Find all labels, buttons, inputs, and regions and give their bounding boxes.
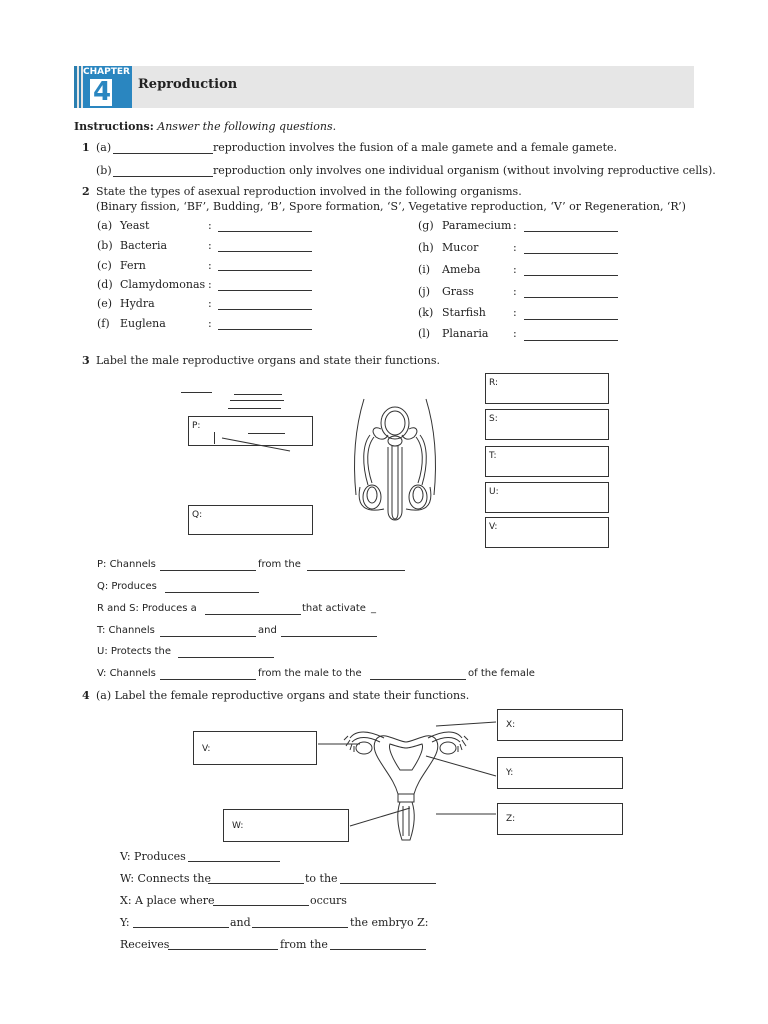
label-box-q-text: Q: (192, 510, 203, 520)
q2-item-name: Starfish (442, 306, 486, 319)
chapter-label: CHAPTER (83, 67, 130, 77)
q2-item-colon: : (208, 239, 212, 252)
q2-item-label: (i) (418, 263, 431, 276)
q4-answer-text: W: Connects the (120, 872, 212, 885)
q2-item-label: (c) (97, 259, 112, 272)
q2-item-colon: : (513, 241, 517, 254)
label-box-v[interactable] (485, 517, 609, 548)
q3-answer-text: U: Protects the (97, 646, 172, 657)
q1-number: 1 (82, 141, 90, 154)
q2-item-colon: : (208, 278, 212, 291)
q1a-blank[interactable] (113, 153, 213, 154)
q1a-label: (a) (96, 141, 112, 154)
q2-answer-blank[interactable] (524, 275, 618, 276)
q4-answer-text: the embryo Z: (350, 916, 429, 929)
q2-answer-blank[interactable] (218, 290, 312, 291)
q4-answer-text: and (230, 916, 251, 929)
q3-number: 3 (82, 354, 90, 367)
label-line (230, 400, 284, 401)
answer-blank[interactable] (208, 883, 304, 884)
instructions-label: Instructions: (74, 120, 154, 133)
q2-item-name: Ameba (442, 263, 481, 276)
label-box-p-text: P: (192, 421, 201, 431)
label-box-v-text: V: (202, 744, 211, 754)
q2-item-label: (b) (97, 239, 113, 252)
label-box-r-text: R: (489, 378, 499, 388)
label-box-x[interactable] (497, 709, 623, 741)
q2-item-name: Yeast (120, 219, 150, 232)
q2-item-colon: : (513, 263, 517, 276)
male-reproductive-diagram (346, 395, 444, 525)
q2-answer-blank[interactable] (218, 309, 312, 310)
q2-answer-blank[interactable] (218, 270, 312, 271)
q3-answer-text: T: Channels (97, 625, 155, 636)
q3-answer-text: of the female (468, 668, 535, 679)
q2-item-name: Fern (120, 259, 146, 272)
answer-blank[interactable] (160, 636, 256, 637)
chapter-badge (74, 66, 132, 108)
q4-answer-text: X: A place where (120, 894, 215, 907)
q2-item-name: Hydra (120, 297, 155, 310)
answer-blank[interactable] (370, 679, 466, 680)
answer-blank[interactable] (330, 949, 426, 950)
answer-blank[interactable] (188, 861, 280, 862)
q2-answer-blank[interactable] (218, 231, 312, 232)
label-box-r[interactable] (485, 373, 609, 404)
answer-blank[interactable] (160, 570, 256, 571)
label-box-u-text: U: (489, 487, 499, 497)
q4-answer-text: Receives (120, 938, 170, 951)
answer-blank[interactable] (133, 927, 229, 928)
label-box-y[interactable] (497, 757, 623, 789)
label-box-z-text: Z: (506, 814, 516, 824)
q2-item-colon: : (513, 327, 517, 340)
pointer-line (214, 432, 215, 444)
answer-blank[interactable] (281, 636, 377, 637)
page-title: Reproduction (138, 77, 238, 92)
label-line (181, 392, 212, 393)
q3-answer-text: that activate (302, 603, 366, 614)
answer-blank[interactable] (168, 949, 278, 950)
q1a-text: reproduction involves the fusion of a male gamete and a female gamete. (213, 141, 617, 154)
q2-number: 2 (82, 185, 90, 198)
q2-answer-blank[interactable] (218, 251, 312, 252)
label-box-s[interactable] (485, 409, 609, 440)
q3-answer-text: _ (371, 603, 376, 614)
q2-item-colon: : (513, 306, 517, 319)
instructions (74, 120, 336, 133)
q2-item-colon: : (513, 285, 517, 298)
q1b-blank[interactable] (113, 176, 213, 177)
q2-item-label: (e) (97, 297, 113, 310)
q2-answer-blank[interactable] (524, 231, 618, 232)
q1b-label: (b) (96, 164, 112, 177)
q4-answer-text: occurs (310, 894, 347, 907)
answer-blank[interactable] (205, 614, 301, 615)
q3-answer-text: V: Channels (97, 668, 156, 679)
label-line (234, 394, 282, 395)
q2-item-name: Bacteria (120, 239, 168, 252)
q2-item-label: (k) (418, 306, 434, 319)
q2-item-label: (d) (97, 278, 113, 291)
q2-item-name: Euglena (120, 317, 166, 330)
q2-answer-blank[interactable] (524, 340, 618, 341)
pointer-line (220, 436, 292, 454)
label-box-y-text: Y: (506, 768, 514, 778)
label-box-t-text: T: (489, 451, 497, 461)
q3-instruction: Label the male reproductive organs and state their functions. (96, 354, 441, 367)
q2-item-label: (a) (97, 219, 113, 232)
q2-item-name: Clamydomonas (120, 278, 206, 291)
q4-answer-text: V: Produces (120, 850, 186, 863)
q2-answer-blank[interactable] (524, 253, 618, 254)
answer-blank[interactable] (160, 679, 256, 680)
q4-answer-text: to the (305, 872, 338, 885)
q2-item-colon: : (208, 259, 212, 272)
label-box-s-text: S: (489, 414, 498, 424)
q4-answer-text: from the (280, 938, 328, 951)
q2-item-colon: : (208, 219, 212, 232)
label-line (228, 408, 281, 409)
q2-item-name: Paramecium (442, 219, 512, 232)
label-box-x-text: X: (506, 720, 516, 730)
label-box-w-text: W: (232, 821, 244, 831)
q1b-text: reproduction only involves one individual organism (without involving reproductive cells). (213, 164, 716, 177)
q2-item-name: Mucor (442, 241, 479, 254)
label-box-u[interactable] (485, 482, 609, 513)
q2-item-label: (h) (418, 241, 434, 254)
q2-options: (Binary fission, ‘BF’, Budding, ‘B’, Spore formation, ‘S’, Vegetative reproduction, ‘V’ or Regeneration, ‘R’) (96, 200, 686, 213)
q2-answer-blank[interactable] (524, 319, 618, 320)
q3-answer-text: and (258, 625, 277, 636)
answer-blank[interactable] (178, 657, 274, 658)
female-reproductive-diagram (318, 718, 500, 846)
q3-answer-text: from the male to the (258, 668, 362, 679)
q2-item-name: Planaria (442, 327, 489, 340)
answer-blank[interactable] (340, 883, 436, 884)
label-box-z[interactable] (497, 803, 623, 835)
answer-blank[interactable] (307, 570, 405, 571)
label-box-t[interactable] (485, 446, 609, 477)
q4-number: 4 (82, 689, 90, 702)
q3-answer-text: R and S: Produces a (97, 603, 197, 614)
q2-instruction: State the types of asexual reproduction involved in the following organisms. (96, 185, 522, 198)
answer-blank[interactable] (165, 592, 259, 593)
label-box-q[interactable] (188, 505, 313, 535)
answer-blank[interactable] (213, 905, 309, 906)
q2-item-colon: : (208, 297, 212, 310)
q4-answer-text: Y: (120, 916, 130, 929)
label-box-v-text: V: (489, 522, 498, 532)
answer-blank[interactable] (252, 927, 348, 928)
q2-item-colon: : (513, 219, 517, 232)
q2-item-label: (j) (418, 285, 430, 298)
q2-item-colon: : (208, 317, 212, 330)
q2-item-label: (l) (418, 327, 431, 340)
q4-instruction: (a) Label the female reproductive organs and state their functions. (96, 689, 470, 702)
chapter-number: 4 (93, 77, 112, 107)
q3-answer-text: Q: Produces (97, 581, 157, 592)
label-line (248, 433, 285, 434)
q3-answer-text: from the (258, 559, 301, 570)
q2-item-name: Grass (442, 285, 474, 298)
instructions-text: Answer the following questions. (157, 120, 337, 133)
label-box-v[interactable] (193, 731, 317, 765)
q3-answer-text: P: Channels (97, 559, 156, 570)
q2-answer-blank[interactable] (218, 329, 312, 330)
q2-item-label: (g) (418, 219, 434, 232)
q2-item-label: (f) (97, 317, 110, 330)
q2-answer-blank[interactable] (524, 297, 618, 298)
